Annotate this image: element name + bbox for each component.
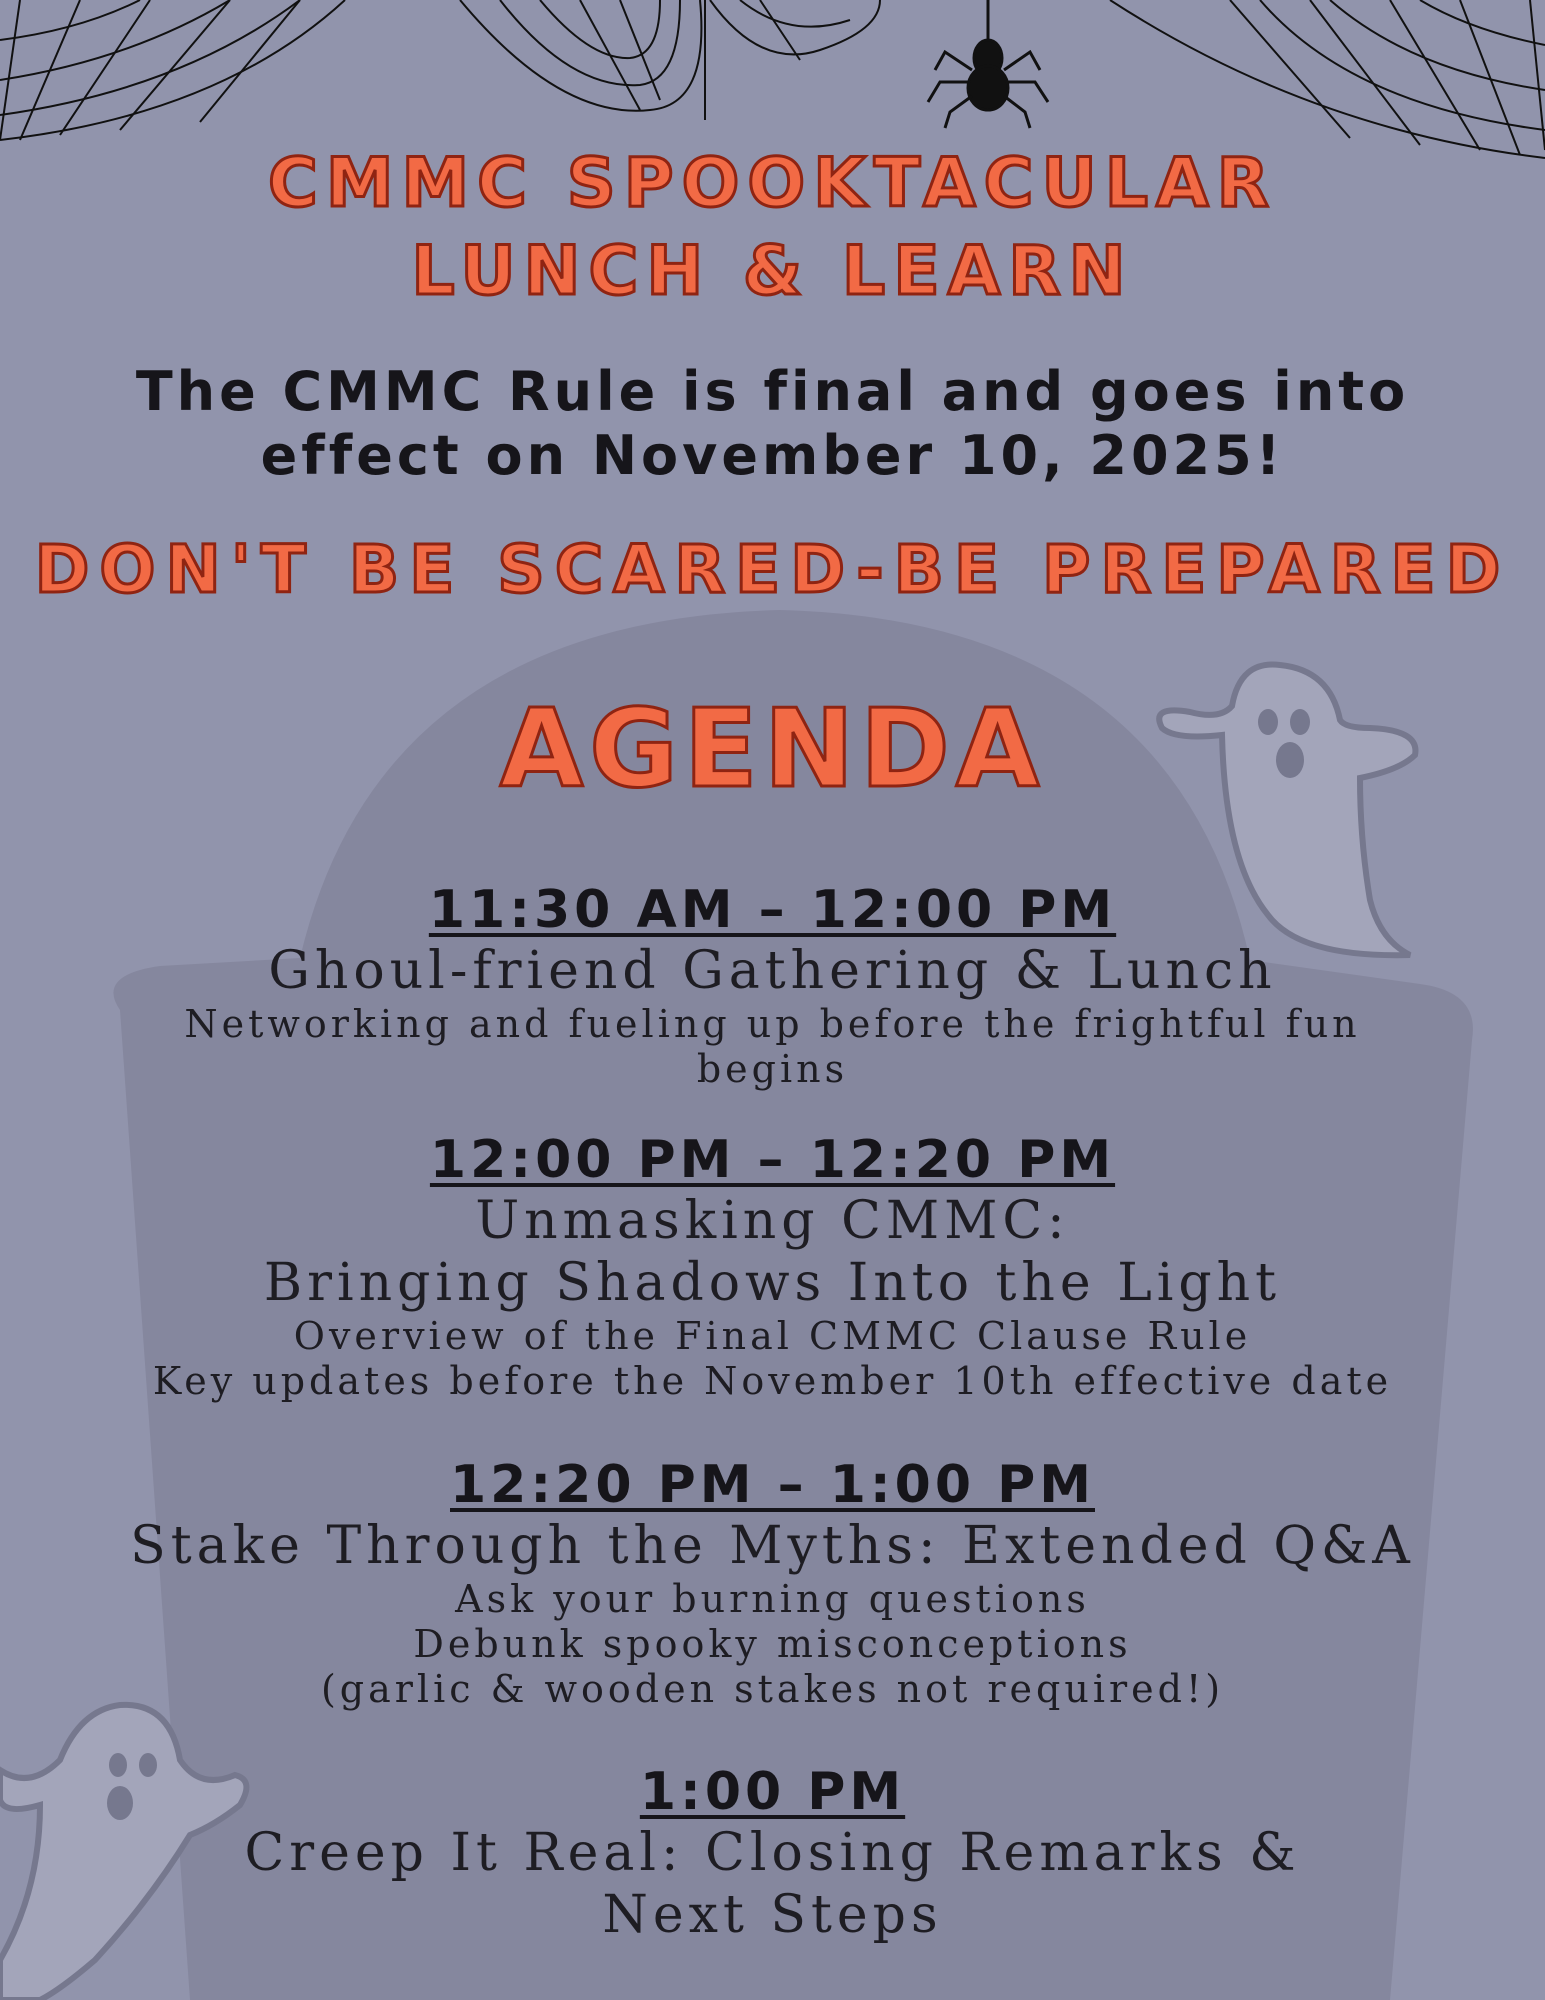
agenda-time: 11:30 AM – 12:00 PM [428,880,1117,940]
spider-web-icon [1110,0,1545,158]
agenda-session-title: Ghoul-friend Gathering & Lunch [268,941,1277,1001]
spider-icon [928,0,1048,128]
agenda-description: begins [696,1047,849,1091]
spider-web-icon [460,0,880,120]
intro-statement [0,360,1545,488]
agenda-session-title: Creep It Real: Closing Remarks & [244,1823,1301,1883]
agenda-item [0,1762,1545,1946]
agenda-time: 1:00 PM [639,1762,906,1822]
agenda-description: Debunk spooky misconceptions [413,1622,1132,1666]
intro-line-1: The CMMC Rule is final and goes into [135,360,1410,423]
agenda-item [0,1455,1545,1712]
event-title-line-1: CMMC SPOOKTACULAR [267,144,1278,223]
agenda-heading: AGENDA [499,687,1046,812]
agenda-item [0,1130,1545,1404]
agenda-item [0,880,1545,1092]
agenda-description: Networking and fueling up before the frightful fun [184,1002,1361,1046]
agenda-time: 12:20 PM – 1:00 PM [450,1455,1095,1515]
agenda-session-title: Bringing Shadows Into the Light [263,1253,1282,1313]
agenda-description: (garlic & wooden stakes not required!) [320,1667,1225,1711]
agenda-session-title: Stake Through the Myths: Extended Q&A [130,1516,1415,1576]
intro-line-2: effect on November 10, 2025! [260,424,1285,487]
agenda-time: 12:00 PM – 12:20 PM [429,1130,1116,1190]
agenda-description: Key updates before the November 10th effective date [152,1359,1393,1403]
event-title [0,140,1545,316]
event-title-line-2: LUNCH & LEARN [411,232,1134,311]
agenda-description: Ask your burning questions [455,1577,1090,1621]
agenda-description: Overview of the Final CMMC Clause Rule [293,1314,1252,1358]
spider-web-icon [0,0,345,140]
tagline: DON'T BE SCARED-BE PREPARED [34,531,1511,608]
agenda-session-title: Next Steps [602,1885,943,1945]
agenda-session-title: Unmasking CMMC: [475,1191,1070,1251]
